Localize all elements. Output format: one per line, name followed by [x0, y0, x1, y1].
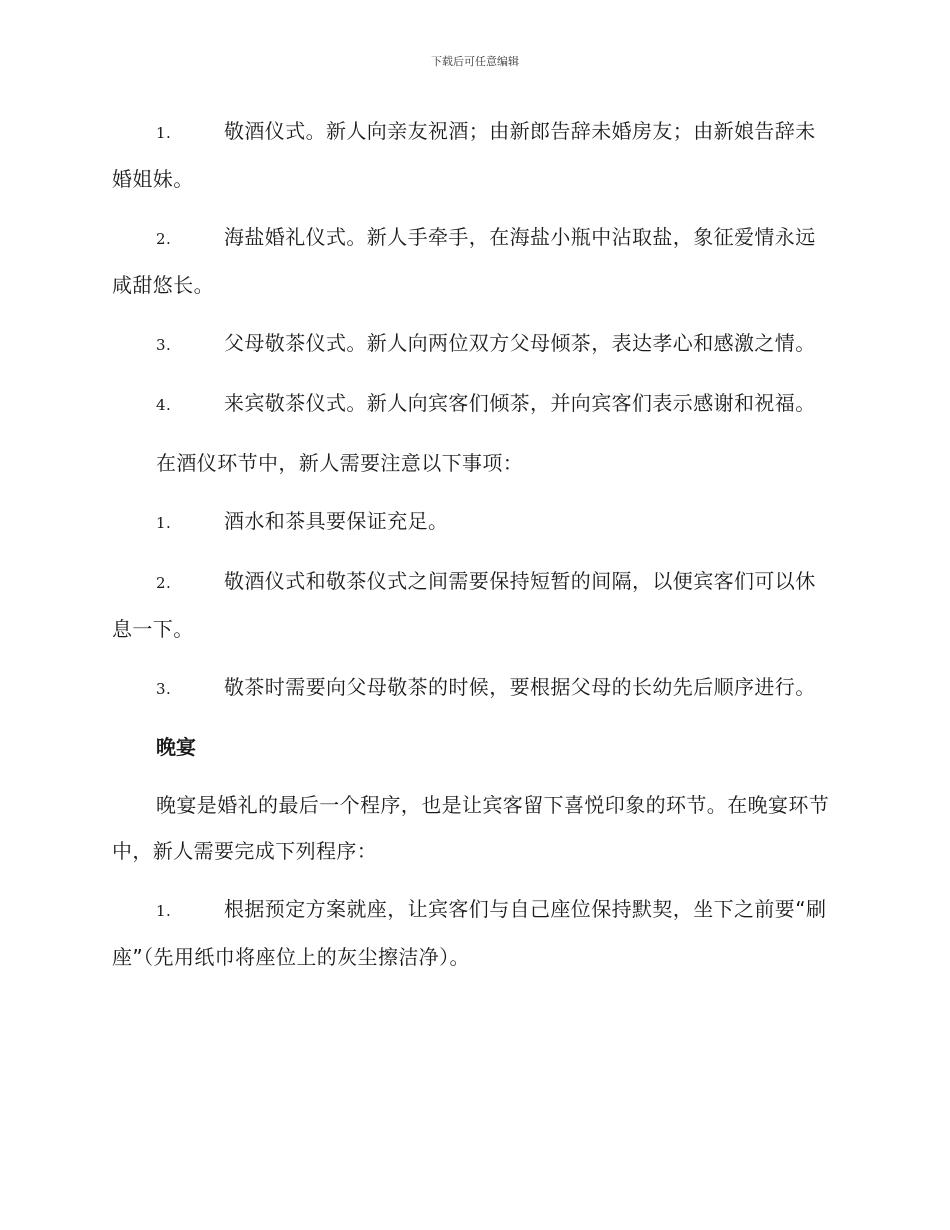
list-number: 2.	[156, 574, 172, 592]
list-text: 酒水和茶具要保证充足。	[224, 509, 449, 533]
page-header: 下载后可任意编辑	[431, 55, 519, 68]
list-item	[112, 558, 834, 652]
list-text: 根据预定方案就座，让宾客们与自己座位保持默契，坐下之前要“刷座”（先用纸巾将座位上的灰尘擦洁净）。	[112, 897, 827, 969]
list-number: 3.	[156, 680, 172, 698]
list-text: 父母敬茶仪式。新人向两位双方父母倾茶，表达孝心和感激之情。	[224, 331, 816, 355]
list-text: 海盐婚礼仪式。新人手牵手，在海盐小瓶中沾取盐，象征爱情永远咸甜悠长。	[112, 225, 816, 297]
list-text: 敬酒仪式和敬茶仪式之间需要保持短暂的间隔，以便宾客们可以休息一下。	[112, 569, 816, 641]
list-text: 敬酒仪式。新人向亲友祝酒；由新郎告辞未婚房友；由新娘告辞未婚姐妹。	[112, 119, 816, 191]
section-heading: 晚宴	[156, 735, 196, 759]
list-number: 1.	[156, 902, 172, 920]
list-text: 来宾敬茶仪式。新人向宾客们倾茶，并向宾客们表示感谢和祝福。	[224, 391, 816, 415]
list-item	[112, 498, 834, 546]
list-number: 2.	[156, 230, 172, 248]
list-item	[112, 108, 834, 202]
list-number: 4.	[156, 396, 172, 414]
list-item	[112, 664, 834, 712]
list-number: 1.	[156, 514, 172, 532]
list-number: 3.	[156, 336, 172, 354]
list-number: 1.	[156, 124, 172, 142]
document-body	[112, 108, 834, 992]
list-item	[112, 214, 834, 308]
list-text: 敬茶时需要向父母敬茶的时候，要根据父母的长幼先后顺序进行。	[224, 675, 816, 699]
list-item	[112, 320, 834, 368]
list-item	[112, 380, 834, 428]
list-item	[112, 886, 834, 980]
paragraph: 在酒仪环节中，新人需要注意以下事项：	[156, 451, 524, 475]
paragraph: 晚宴是婚礼的最后一个程序，也是让宾客留下喜悦印象的环节。在晚宴环节中，新人需要完成下列程序：	[112, 793, 830, 863]
